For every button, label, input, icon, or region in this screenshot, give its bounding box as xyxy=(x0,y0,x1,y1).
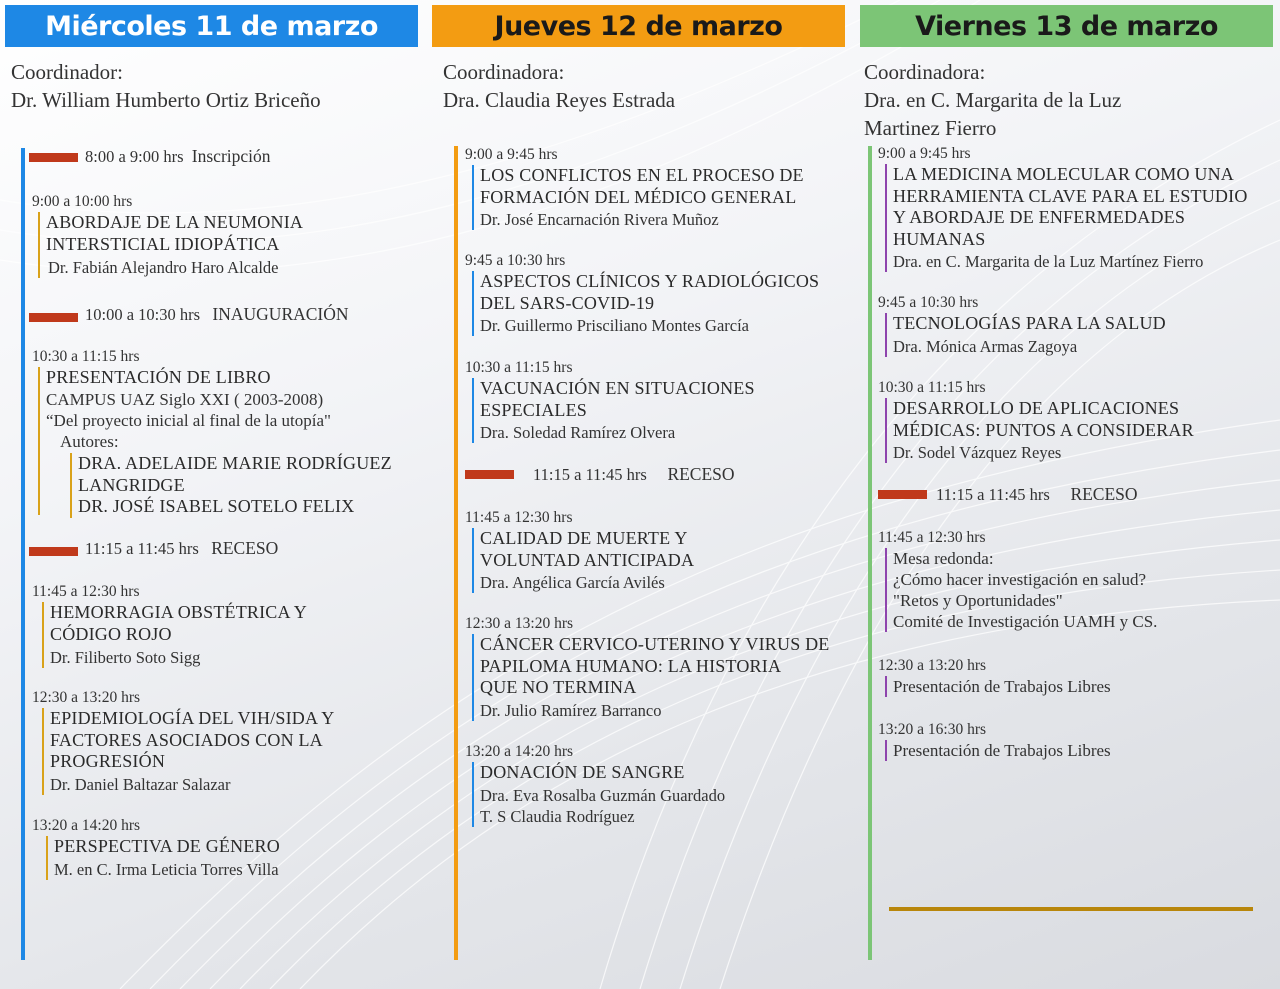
event-block xyxy=(472,271,819,336)
event-line: ¿Cómo hacer investigación en salud? xyxy=(893,570,1147,589)
coordinator-name: Martinez Fierro xyxy=(864,116,997,140)
event-block xyxy=(46,836,280,880)
day-header-text: Jueves 12 de marzo xyxy=(494,10,783,42)
event-time: 10:30 a 11:15 hrs xyxy=(878,379,986,396)
day-header-wednesday xyxy=(5,5,418,47)
event-speaker: Dra. Soledad Ramírez Olvera xyxy=(480,423,676,442)
coordinator-name: Dr. William Humberto Ortiz Briceño xyxy=(11,88,321,112)
event-title: LA MEDICINA MOLECULAR COMO UNA xyxy=(893,164,1235,184)
break-bar xyxy=(29,153,78,162)
event-title: VOLUNTAD ANTICIPADA xyxy=(480,549,695,570)
schedule-break xyxy=(936,484,1138,505)
event-time: 9:00 a 9:45 hrs xyxy=(878,145,971,162)
event-block xyxy=(472,378,755,443)
event-time: 9:45 a 10:30 hrs xyxy=(465,252,566,269)
coordinator xyxy=(864,58,1121,142)
event-title: FACTORES ASOCIADOS CON LA xyxy=(50,729,323,750)
event-title: PERSPECTIVA DE GÉNERO xyxy=(54,836,280,856)
break-bar xyxy=(29,313,78,322)
event-speaker: Dr. José Encarnación Rivera Muñoz xyxy=(480,210,719,229)
schedule-break xyxy=(85,146,271,167)
break-time: 10:00 a 10:30 hrs xyxy=(85,305,201,324)
event-line: Presentación de Trabajos Libres xyxy=(893,741,1111,760)
event-block xyxy=(885,164,1248,272)
event-line: Mesa redonda: xyxy=(893,549,994,568)
event-title: HUMANAS xyxy=(893,228,986,249)
event-title: HERRAMIENTA CLAVE PARA EL ESTUDIO xyxy=(893,185,1248,206)
event-title: CÓDIGO ROJO xyxy=(50,623,172,644)
timeline-line xyxy=(454,146,458,960)
author-name: DRA. ADELAIDE MARIE RODRÍGUEZ xyxy=(78,453,392,473)
event-time: 10:30 a 11:15 hrs xyxy=(465,359,573,376)
break-label: RECESO xyxy=(1070,484,1138,504)
event-time: 11:45 a 12:30 hrs xyxy=(465,509,573,526)
event-title: EPIDEMIOLOGÍA DEL VIH/SIDA Y xyxy=(50,708,335,728)
event-block xyxy=(885,313,1166,357)
break-time: 11:15 a 11:45 hrs xyxy=(936,485,1050,504)
author-name: DR. JOSÉ ISABEL SOTELO FELIX xyxy=(78,496,355,516)
event-title: FORMACIÓN DEL MÉDICO GENERAL xyxy=(480,186,797,207)
event-speaker: Dra. Eva Rosalba Guzmán Guardado xyxy=(480,785,726,805)
event-line: "Retos y Oportunidades" xyxy=(893,591,1063,610)
break-label: RECESO xyxy=(211,538,279,558)
event-title: CALIDAD DE MUERTE Y xyxy=(480,528,688,548)
event-time: 13:20 a 16:30 hrs xyxy=(878,721,987,738)
event-speaker: Dr. Guillermo Prisciliano Montes García xyxy=(480,316,749,335)
event-title: INTERSTICIAL IDIOPÁTICA xyxy=(46,233,280,254)
event-time: 12:30 a 13:20 hrs xyxy=(32,689,141,706)
timeline-line xyxy=(868,146,872,960)
event-title: TECNOLOGÍAS PARA LA SALUD xyxy=(893,313,1166,333)
event-title: CÁNCER CERVICO-UTERINO Y VIRUS DE xyxy=(480,634,830,654)
author-name: LANGRIDGE xyxy=(78,474,185,495)
event-title: PROGRESIÓN xyxy=(50,751,166,771)
day-column-thursday xyxy=(430,0,860,989)
break-time: 11:15 a 11:45 hrs xyxy=(85,539,199,558)
authors-block xyxy=(70,453,392,518)
event-title: HEMORRAGIA OBSTÉTRICA Y xyxy=(50,602,307,622)
event-time: 11:45 a 12:30 hrs xyxy=(32,583,140,600)
schedule-break xyxy=(533,464,735,485)
event-time: 12:30 a 13:20 hrs xyxy=(465,615,574,632)
break-label: INAUGURACIÓN xyxy=(212,304,349,324)
event-time: 12:30 a 13:20 hrs xyxy=(878,657,987,674)
event-title: PAPILOMA HUMANO: LA HISTORIA xyxy=(480,655,782,676)
event-title: ESPECIALES xyxy=(480,399,588,420)
event-title: QUE NO TERMINA xyxy=(480,677,637,697)
event-block xyxy=(885,398,1194,463)
event-title: LOS CONFLICTOS EN EL PROCESO DE xyxy=(480,165,804,185)
break-time: 8:00 a 9:00 hrs xyxy=(85,147,184,166)
break-label: RECESO xyxy=(667,464,735,484)
break-label: Inscripción xyxy=(191,146,271,166)
event-speaker: Dra. Mónica Armas Zagoya xyxy=(893,336,1078,356)
event-speaker: Dr. Filiberto Soto Sigg xyxy=(50,648,201,667)
event-block xyxy=(885,676,1111,697)
event-title: MÉDICAS: PUNTOS A CONSIDERAR xyxy=(893,419,1194,440)
event-block xyxy=(885,740,1111,761)
event-block xyxy=(472,634,830,721)
event-block xyxy=(42,602,307,668)
event-time: 9:00 a 10:00 hrs xyxy=(32,193,133,210)
coordinator-name: Dra. en C. Margarita de la Luz xyxy=(864,88,1122,112)
break-bar xyxy=(465,470,514,479)
event-time: 11:45 a 12:30 hrs xyxy=(878,529,986,546)
event-time: 9:00 a 9:45 hrs xyxy=(465,146,558,163)
event-time: 9:45 a 10:30 hrs xyxy=(878,294,979,311)
event-speaker: Dr. Daniel Baltazar Salazar xyxy=(50,774,231,794)
event-title: DESARROLLO DE APLICACIONES xyxy=(893,398,1180,418)
schedule-break xyxy=(85,304,349,325)
event-block xyxy=(885,548,1157,632)
event-title: DEL SARS-COVID-19 xyxy=(480,292,655,313)
event-title: ABORDAJE DE LA NEUMONIA xyxy=(46,212,304,232)
event-block xyxy=(472,528,694,593)
break-bar xyxy=(29,547,78,556)
coordinator-label: Coordinadora: xyxy=(864,60,986,84)
day-column-friday xyxy=(860,0,1280,989)
event-speaker: Dra. en C. Margarita de la Luz Martínez Fierro xyxy=(893,252,1204,271)
event-title: PRESENTACIÓN DE LIBRO xyxy=(46,367,271,387)
event-block xyxy=(472,165,804,230)
schedule-break xyxy=(85,538,278,559)
event-title: Y ABORDAJE DE ENFERMEDADES xyxy=(893,207,1186,227)
day-header-text: Viernes 13 de marzo xyxy=(915,10,1218,42)
event-title: “Del proyecto inicial al final de la utopía" xyxy=(46,410,331,430)
event-block xyxy=(38,212,303,278)
event-title: VACUNACIÓN EN SITUACIONES xyxy=(480,378,755,398)
event-speaker: Dra. Angélica García Avilés xyxy=(480,573,665,592)
event-title: ASPECTOS CLÍNICOS Y RADIOLÓGICOS xyxy=(480,271,820,291)
event-speaker: M. en C. Irma Leticia Torres Villa xyxy=(54,859,279,879)
coordinator-label: Coordinador: xyxy=(11,60,123,84)
timeline-line xyxy=(21,148,25,960)
coordinator-label: Coordinadora: xyxy=(443,60,565,84)
day-header-text: Miércoles 11 de marzo xyxy=(45,10,378,42)
event-time: 13:20 a 14:20 hrs xyxy=(32,817,141,834)
event-time: 13:20 a 14:20 hrs xyxy=(465,743,574,760)
day-header-thursday xyxy=(432,5,845,47)
coordinator xyxy=(443,58,675,114)
event-title: DONACIÓN DE SANGRE xyxy=(480,762,685,782)
event-speaker: Dr. Julio Ramírez Barranco xyxy=(480,700,662,720)
break-bar xyxy=(878,490,927,499)
coordinator xyxy=(11,58,321,114)
footer-line xyxy=(889,907,1253,911)
event-line: Comité de Investigación UAMH y CS. xyxy=(893,612,1158,631)
event-line: Presentación de Trabajos Libres xyxy=(893,677,1111,696)
break-time: 11:15 a 11:45 hrs xyxy=(533,465,647,484)
event-speaker: T. S Claudia Rodríguez xyxy=(480,806,635,826)
event-title: CAMPUS UAZ Siglo XXI ( 2003-2008) xyxy=(46,389,324,409)
coordinator-name: Dra. Claudia Reyes Estrada xyxy=(443,88,676,112)
day-column-wednesday xyxy=(0,0,430,989)
event-block xyxy=(472,762,725,827)
event-block xyxy=(42,708,334,795)
event-time: 10:30 a 11:15 hrs xyxy=(32,348,140,365)
authors-label: Autores: xyxy=(60,431,119,451)
day-header-friday xyxy=(860,5,1273,47)
event-speaker: Dr. Sodel Vázquez Reyes xyxy=(893,443,1062,462)
event-speaker: Dr. Fabián Alejandro Haro Alcalde xyxy=(48,258,279,277)
